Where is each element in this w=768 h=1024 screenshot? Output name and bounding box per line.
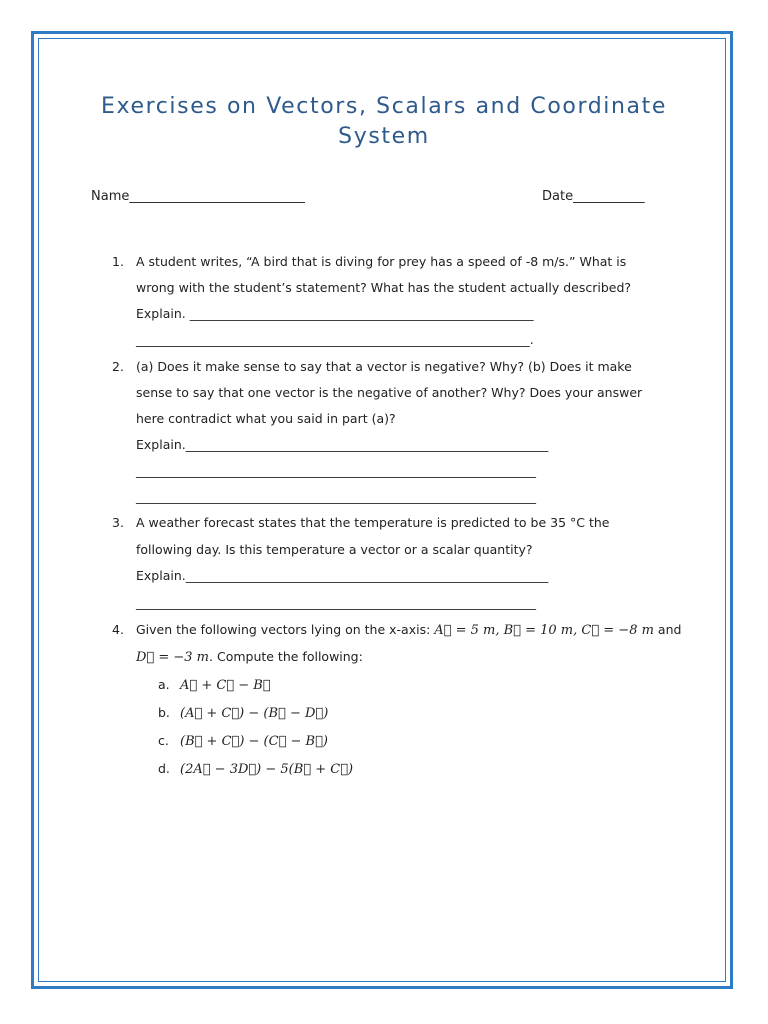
expression: (2A⃗ − 3D⃗) − 5(B⃗ + C⃗) — [180, 762, 354, 777]
worksheet-title: Exercises on Vectors, Scalars and Coordinate System — [101, 94, 667, 149]
expression: (A⃗ + C⃗) − (B⃗ − D⃗) — [180, 706, 329, 721]
vector-definitions: A⃗ = 5 m, B⃗ = 10 m, C⃗ = −8 m — [434, 623, 654, 638]
name-field[interactable]: Name___________________________ — [91, 189, 305, 204]
answer-line[interactable]: ________________________________________________________________ — [136, 489, 536, 504]
sub-question-label: a. — [158, 677, 170, 692]
question-number: 4. — [112, 622, 124, 637]
question-text-line: following day. Is this temperature a vector or a scalar quantity? — [136, 542, 533, 557]
question-text-line — [136, 617, 681, 644]
answer-line[interactable]: ________________________________________________________________ — [136, 463, 536, 478]
question-text: . Compute the following: — [209, 649, 363, 664]
sub-question-c — [158, 728, 328, 755]
sub-question-d — [158, 756, 353, 783]
answer-line[interactable]: Explain.__________________________________________________________ — [136, 437, 549, 452]
question-number: 3. — [112, 515, 124, 530]
question-text: and — [653, 622, 682, 637]
question-text-line: sense to say that one vector is the negative of another? Why? Does your answer — [136, 385, 643, 400]
question-number: 2. — [112, 359, 124, 374]
answer-line[interactable]: _______________________________________________________________. — [136, 332, 534, 347]
vector-definition-d: D⃗ = −3 m — [136, 650, 210, 665]
question-text-line: (a) Does it make sense to say that a vector is negative? Why? (b) Does it make — [136, 359, 632, 374]
question-text-line: wrong with the student’s statement? What has the student actually described? — [136, 280, 632, 295]
answer-line[interactable]: ________________________________________________________________ — [136, 595, 536, 610]
answer-line[interactable]: Explain. _______________________________________________________ — [136, 306, 534, 321]
sub-question-b — [158, 700, 328, 727]
question-text-line: here contradict what you said in part (a)? — [136, 411, 396, 426]
question-text-line: A student writes, “A bird that is diving for prey has a speed of -8 m/s.” What is — [136, 254, 627, 269]
date-field[interactable]: Date___________ — [542, 189, 645, 204]
question-text: Given the following vectors lying on the x-axis: — [136, 622, 435, 637]
expression: A⃗ + C⃗ − B⃗ — [180, 678, 271, 693]
question-text-line — [136, 644, 363, 671]
answer-line[interactable]: Explain.__________________________________________________________ — [136, 568, 549, 583]
question-number: 1. — [112, 254, 124, 269]
question-text-line: A weather forecast states that the temperature is predicted to be 35 °C the — [136, 515, 610, 530]
sub-question-label: d. — [158, 761, 170, 776]
sub-question-a — [158, 672, 271, 699]
expression: (B⃗ + C⃗) − (C⃗ − B⃗) — [180, 734, 328, 749]
sub-question-label: b. — [158, 705, 170, 720]
sub-question-label: c. — [158, 733, 169, 748]
